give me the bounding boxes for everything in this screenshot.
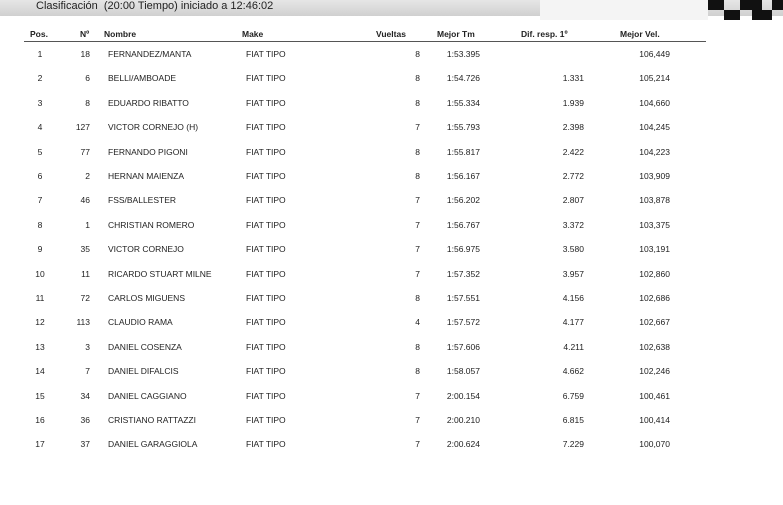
cell-num: 6 [85, 73, 90, 84]
cell-speed: 100,414 [639, 415, 670, 425]
cell-laps: 7 [415, 439, 420, 450]
cell-pos: 8 [37, 219, 43, 230]
cell-make: FIAT TIPO [246, 97, 286, 108]
cell-make: FIAT TIPO [246, 439, 286, 450]
cell-speed: 100,461 [639, 390, 670, 401]
cell-best: 1:55.793 [446, 122, 480, 133]
cell-pos: 17 [35, 439, 45, 450]
cell-laps: 8 [415, 146, 420, 157]
cell-make: FIAT TIPO [246, 122, 286, 133]
cell-name: DANIEL GARAGGIOLA [108, 439, 198, 450]
cell-diff: 1.939 [562, 97, 584, 108]
cell-best: 1:56.975 [446, 244, 480, 255]
cell-diff: 4.211 [563, 341, 584, 352]
cell-num: 77 [80, 146, 90, 157]
cell-laps: 7 [415, 415, 420, 425]
table-row [0, 268, 783, 280]
cell-name: FERNANDO PIGONI [108, 146, 188, 157]
cell-name: VICTOR CORNEJO [108, 244, 184, 255]
cell-pos: 11 [35, 293, 45, 303]
table-row [0, 341, 783, 353]
cell-num: 34 [80, 390, 90, 401]
cell-make: FIAT TIPO [246, 219, 286, 230]
cell-best: 1:54.726 [446, 73, 480, 84]
table-row [0, 170, 783, 182]
cell-diff: 6.759 [562, 390, 584, 401]
cell-speed: 104,223 [639, 146, 670, 157]
cell-pos: 6 [37, 171, 43, 181]
cell-diff: 3.957 [562, 268, 584, 279]
cell-num: 1 [85, 219, 90, 230]
cell-diff: 4.156 [562, 293, 584, 303]
table-row [0, 97, 783, 109]
header-divider [24, 41, 706, 42]
table-row [0, 292, 783, 304]
cell-num: 113 [76, 317, 90, 328]
cell-best: 2:00.624 [446, 439, 480, 450]
cell-num: 18 [80, 49, 90, 59]
table-header [0, 28, 783, 42]
cell-best: 1:58.057 [446, 366, 480, 377]
cell-pos: 5 [37, 146, 43, 157]
cell-diff: 2.422 [562, 146, 584, 157]
cell-best: 1:56.167 [446, 171, 480, 181]
cell-best: 1:57.551 [446, 293, 480, 303]
cell-make: FIAT TIPO [246, 73, 286, 84]
table-row [0, 365, 783, 377]
cell-diff: 3.580 [562, 244, 584, 255]
cell-make: FIAT TIPO [246, 390, 286, 401]
cell-make: FIAT TIPO [246, 366, 286, 377]
cell-pos: 12 [35, 317, 45, 328]
cell-best: 2:00.154 [446, 390, 480, 401]
cell-pos: 16 [35, 415, 45, 425]
table-row [0, 121, 783, 133]
cell-name: DANIEL COSENZA [108, 341, 182, 352]
cell-num: 3 [85, 341, 90, 352]
cell-pos: 1 [37, 49, 43, 59]
cell-name: FSS/BALLESTER [108, 195, 177, 206]
cell-laps: 7 [415, 195, 420, 206]
cell-make: FIAT TIPO [246, 293, 286, 303]
cell-num: 35 [80, 244, 90, 255]
cell-diff: 4.177 [562, 317, 584, 328]
table-row [0, 72, 783, 84]
cell-laps: 8 [415, 49, 420, 59]
cell-speed: 104,245 [639, 122, 670, 133]
cell-name: CARLOS MIGUENS [108, 293, 185, 303]
cell-laps: 7 [415, 219, 420, 230]
table-row [0, 146, 783, 158]
table-row [0, 390, 783, 402]
cell-diff: 3.372 [562, 219, 584, 230]
cell-pos: 7 [37, 195, 43, 206]
cell-make: FIAT TIPO [246, 171, 286, 181]
cell-num: 127 [75, 122, 90, 133]
cell-make: FIAT TIPO [246, 415, 286, 425]
cell-pos: 10 [35, 268, 45, 279]
col-best-header: Mejor Tm [437, 29, 475, 39]
cell-best: 1:56.202 [446, 195, 480, 206]
cell-laps: 8 [415, 293, 420, 303]
cell-best: 1:56.767 [446, 219, 480, 230]
table-row [0, 438, 783, 450]
cell-speed: 102,686 [639, 293, 670, 303]
cell-name: EDUARDO RIBATTO [108, 97, 189, 108]
cell-num: 36 [80, 415, 90, 425]
cell-laps: 8 [415, 97, 420, 108]
cell-num: 11 [81, 268, 90, 279]
cell-diff: 2.807 [562, 195, 584, 206]
cell-speed: 103,191 [639, 244, 670, 255]
cell-speed: 103,375 [639, 219, 670, 230]
cell-diff: 2.772 [562, 171, 584, 181]
cell-num: 72 [80, 293, 90, 303]
cell-diff: 7.229 [562, 439, 584, 450]
cell-speed: 103,878 [639, 195, 670, 206]
cell-name: CLAUDIO RAMA [108, 317, 173, 328]
table-row [0, 219, 783, 231]
table-row [0, 243, 783, 255]
table-row [0, 48, 783, 60]
cell-name: HERNAN MAIENZA [108, 171, 185, 181]
cell-name: DANIEL DIFALCIS [108, 366, 179, 377]
cell-laps: 7 [415, 268, 420, 279]
table-row [0, 194, 783, 206]
col-speed-header: Mejor Vel. [620, 29, 660, 39]
cell-laps: 8 [415, 171, 420, 181]
cell-speed: 103,909 [639, 171, 670, 181]
cell-best: 1:53.395 [446, 49, 480, 59]
cell-name: DANIEL CAGGIANO [108, 390, 187, 401]
cell-speed: 105,214 [639, 73, 670, 84]
col-num-header: Nº [80, 29, 90, 39]
cell-speed: 100,070 [639, 439, 670, 450]
cell-laps: 7 [415, 122, 420, 133]
cell-best: 2:00.210 [446, 415, 480, 425]
cell-pos: 2 [37, 73, 43, 84]
cell-num: 2 [85, 171, 90, 181]
cell-num: 8 [85, 97, 90, 108]
cell-make: FIAT TIPO [246, 49, 286, 59]
cell-speed: 104,660 [639, 97, 670, 108]
cell-best: 1:57.606 [446, 341, 480, 352]
col-diff-header: Dif. resp. 1º [521, 29, 568, 39]
cell-name: BELLI/AMBOADE [108, 73, 177, 84]
cell-pos: 3 [37, 97, 43, 108]
cell-make: FIAT TIPO [246, 317, 286, 328]
cell-make: FIAT TIPO [246, 341, 286, 352]
cell-num: 7 [85, 366, 90, 377]
cell-speed: 106,449 [639, 49, 670, 59]
cell-speed: 102,860 [639, 268, 670, 279]
cell-speed: 102,667 [639, 317, 670, 328]
cell-name: FERNANDEZ/MANTA [108, 49, 192, 59]
cell-pos: 4 [37, 122, 43, 133]
col-name-header: Nombre [104, 29, 137, 39]
table-row [0, 414, 783, 426]
cell-laps: 8 [415, 73, 420, 84]
cell-best: 1:57.352 [446, 268, 480, 279]
col-pos-header: Pos. [30, 29, 48, 39]
cell-speed: 102,638 [639, 341, 670, 352]
cell-pos: 14 [35, 366, 45, 377]
checkered-flag-icon [540, 0, 783, 20]
cell-laps: 4 [415, 317, 420, 328]
cell-diff: 2.398 [562, 122, 584, 133]
cell-make: FIAT TIPO [246, 268, 286, 279]
cell-pos: 15 [35, 390, 45, 401]
cell-diff: 1.331 [562, 73, 584, 84]
cell-pos: 13 [35, 341, 45, 352]
col-make-header: Make [242, 29, 264, 39]
cell-laps: 7 [415, 244, 420, 255]
cell-best: 1:55.817 [446, 146, 480, 157]
cell-name: CHRISTIAN ROMERO [108, 219, 195, 230]
cell-speed: 102,246 [639, 366, 670, 377]
cell-diff: 4.662 [562, 366, 584, 377]
col-laps-header: Vueltas [376, 29, 406, 39]
cell-pos: 9 [37, 244, 43, 255]
cell-name: RICARDO STUART MILNE [108, 268, 212, 279]
cell-make: FIAT TIPO [246, 195, 286, 206]
cell-num: 37 [80, 439, 90, 450]
cell-laps: 8 [415, 366, 420, 377]
cell-best: 1:55.334 [446, 97, 480, 108]
cell-make: FIAT TIPO [246, 146, 286, 157]
cell-name: VICTOR CORNEJO (H) [108, 122, 199, 133]
cell-diff: 6.815 [562, 415, 584, 425]
table-row [0, 316, 783, 328]
page-title: Clasificación (20:00 Tiempo) iniciado a 12:46:02 [36, 0, 274, 12]
cell-best: 1:57.572 [446, 317, 480, 328]
cell-make: FIAT TIPO [246, 244, 286, 255]
cell-laps: 8 [415, 341, 420, 352]
cell-num: 46 [80, 195, 90, 206]
cell-name: CRISTIANO RATTAZZI [108, 415, 196, 425]
cell-laps: 7 [415, 390, 420, 401]
